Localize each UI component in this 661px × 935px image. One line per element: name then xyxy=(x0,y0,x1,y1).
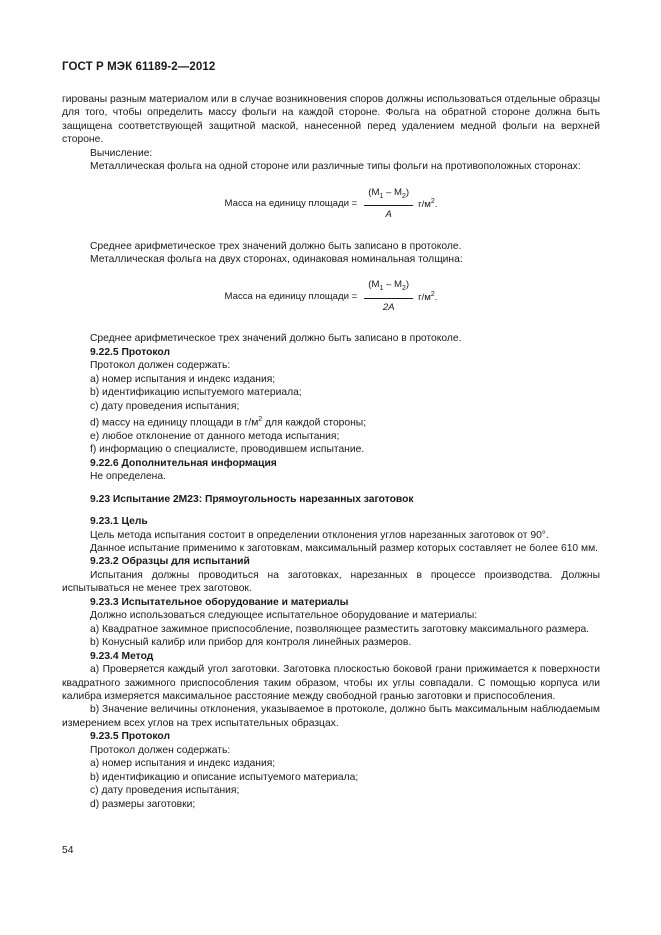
paragraph: a) Проверяется каждый угол заготовки. Заготовка плоскостью боковой грани прижимается к поверхности квадратного зажимного приспособления таким образом, чтобы их углы совпадали. С помощью корпуса или калибра измеряется максимальное расстояние между свободной гранью заготовки и приспособления. xyxy=(62,664,600,702)
formula-denominator: 2A xyxy=(382,301,395,313)
list-item: c) дату проведения испытания; xyxy=(90,400,240,412)
list-item: c) дату проведения испытания; xyxy=(90,785,240,797)
formula-two-sides xyxy=(62,278,600,314)
paragraph: a) Квадратное зажимное приспособление, позволяющее разместить заготовку максимального размера. xyxy=(90,623,590,635)
paragraph: Вычисление: xyxy=(90,147,153,159)
formula-unit-sup: 2 xyxy=(430,198,435,206)
formula-unit-text: г/м xyxy=(418,292,431,304)
formula-label: Масса на единицу площади = xyxy=(224,197,358,209)
formula-end: . xyxy=(434,199,438,211)
formula-num-close: ) xyxy=(405,279,410,291)
paragraph: Испытания должны проводиться на заготовках, нарезанных в процессе производства. Должны испытываться не менее трех заготовок. xyxy=(62,569,600,595)
paragraph: гированы разным материалом или в случае возникновения споров должны использоваться отдельные образцы для того, чтобы определить массу фольги на каждой стороне. Фольга на обратной стороне должна быть защищена соответствующей защитной маской, нанесенной перед удалением медной фольги на верхней стороне. xyxy=(62,94,600,146)
list-item: f) информацию о специалисте, проводившем испытание. xyxy=(90,444,365,456)
formula-single-side xyxy=(62,186,600,222)
section-heading: 9.23.2 Образцы для испытаний xyxy=(90,556,250,568)
section-heading: 9.23.5 Протокол xyxy=(90,731,171,743)
section-heading-main: 9.23 Испытание 2М23: Прямоугольность нарезанных заготовок xyxy=(90,493,414,505)
formula-sub-1: 1 xyxy=(379,192,384,200)
formula-end: . xyxy=(434,292,438,304)
section-heading: 9.22.6 Дополнительная информация xyxy=(90,457,277,469)
list-item: d) размеры заготовки; xyxy=(90,798,196,810)
list-item xyxy=(62,413,600,430)
paragraph: b) Конусный калибр или прибор для контроля линейных размеров. xyxy=(90,637,412,649)
formula-num-close: ) xyxy=(405,186,410,198)
document-header: ГОСТ Р МЭК 61189-2—2012 xyxy=(62,61,216,73)
formula-unit-text: г/м xyxy=(418,199,431,211)
formula-fraction xyxy=(364,278,413,314)
formula-fraction xyxy=(364,186,413,222)
formula-numerator xyxy=(364,278,413,298)
formula-unit-sup: 2 xyxy=(430,291,435,299)
list-item: b) идентификацию и описание испытуемого материала; xyxy=(90,771,359,783)
list-item-sup: 2 xyxy=(258,415,263,423)
formula-label: Масса на единицу площади = xyxy=(224,290,358,302)
paragraph: Должно использоваться следующее испытательное оборудование и материалы: xyxy=(90,610,478,622)
section-heading: 9.23.4 Метод xyxy=(90,650,154,662)
paragraph: Протокол должен содержать: xyxy=(90,744,231,756)
formula-numerator xyxy=(364,186,413,206)
paragraph: Металлическая фольга на одной стороне или различные типы фольги на противоположных сторонах: xyxy=(90,161,581,173)
list-item: a) номер испытания и индекс издания; xyxy=(90,373,276,385)
formula-sub-1: 1 xyxy=(379,285,384,293)
list-item-text: d) массу на единицу площади в г/м xyxy=(90,417,259,429)
paragraph: Среднее арифметическое трех значений должно быть записано в протоколе. xyxy=(90,240,462,252)
section-heading: 9.22.5 Протокол xyxy=(90,346,171,358)
formula-sub-2: 2 xyxy=(402,192,406,200)
formula-num-open: (M xyxy=(368,186,380,198)
formula-unit xyxy=(418,288,437,305)
formula-sub-2: 2 xyxy=(402,285,406,293)
list-item: a) номер испытания и индекс издания; xyxy=(90,758,276,770)
formula-num-minus: – M xyxy=(383,186,403,198)
formula-num-minus: – M xyxy=(383,279,403,291)
formula-unit xyxy=(418,195,437,212)
paragraph: Металлическая фольга на двух сторонах, одинаковая номинальная толщина: xyxy=(90,253,463,265)
paragraph: Не определена. xyxy=(90,471,166,483)
paragraph: Протокол должен содержать: xyxy=(90,360,231,372)
paragraph: Среднее арифметическое трех значений должно быть записано в протоколе. xyxy=(90,333,462,345)
section-heading: 9.23.1 Цель xyxy=(90,516,148,528)
paragraph: b) Значение величины отклонения, указываемое в протоколе, должно быть максимальным наблюдаемым измерением всех углов на трех испытательных образцах. xyxy=(62,704,600,729)
paragraph: Цель метода испытания состоит в определении отклонения углов нарезанных заготовок от 90°. xyxy=(90,529,549,541)
list-item: b) идентификацию испытуемого материала; xyxy=(90,387,302,399)
formula-num-open: (M xyxy=(368,279,380,291)
section-heading: 9.23.3 Испытательное оборудование и материалы xyxy=(90,596,349,608)
document-body xyxy=(62,93,600,811)
formula-denominator: A xyxy=(385,209,392,221)
page-number: 54 xyxy=(62,845,74,856)
paragraph: Данное испытание применимо к заготовкам, максимальный размер которых составляет не более 610 мм. xyxy=(90,543,599,555)
list-item-text: для каждой стороны; xyxy=(262,417,367,429)
list-item: e) любое отклонение от данного метода испытания; xyxy=(90,430,340,442)
